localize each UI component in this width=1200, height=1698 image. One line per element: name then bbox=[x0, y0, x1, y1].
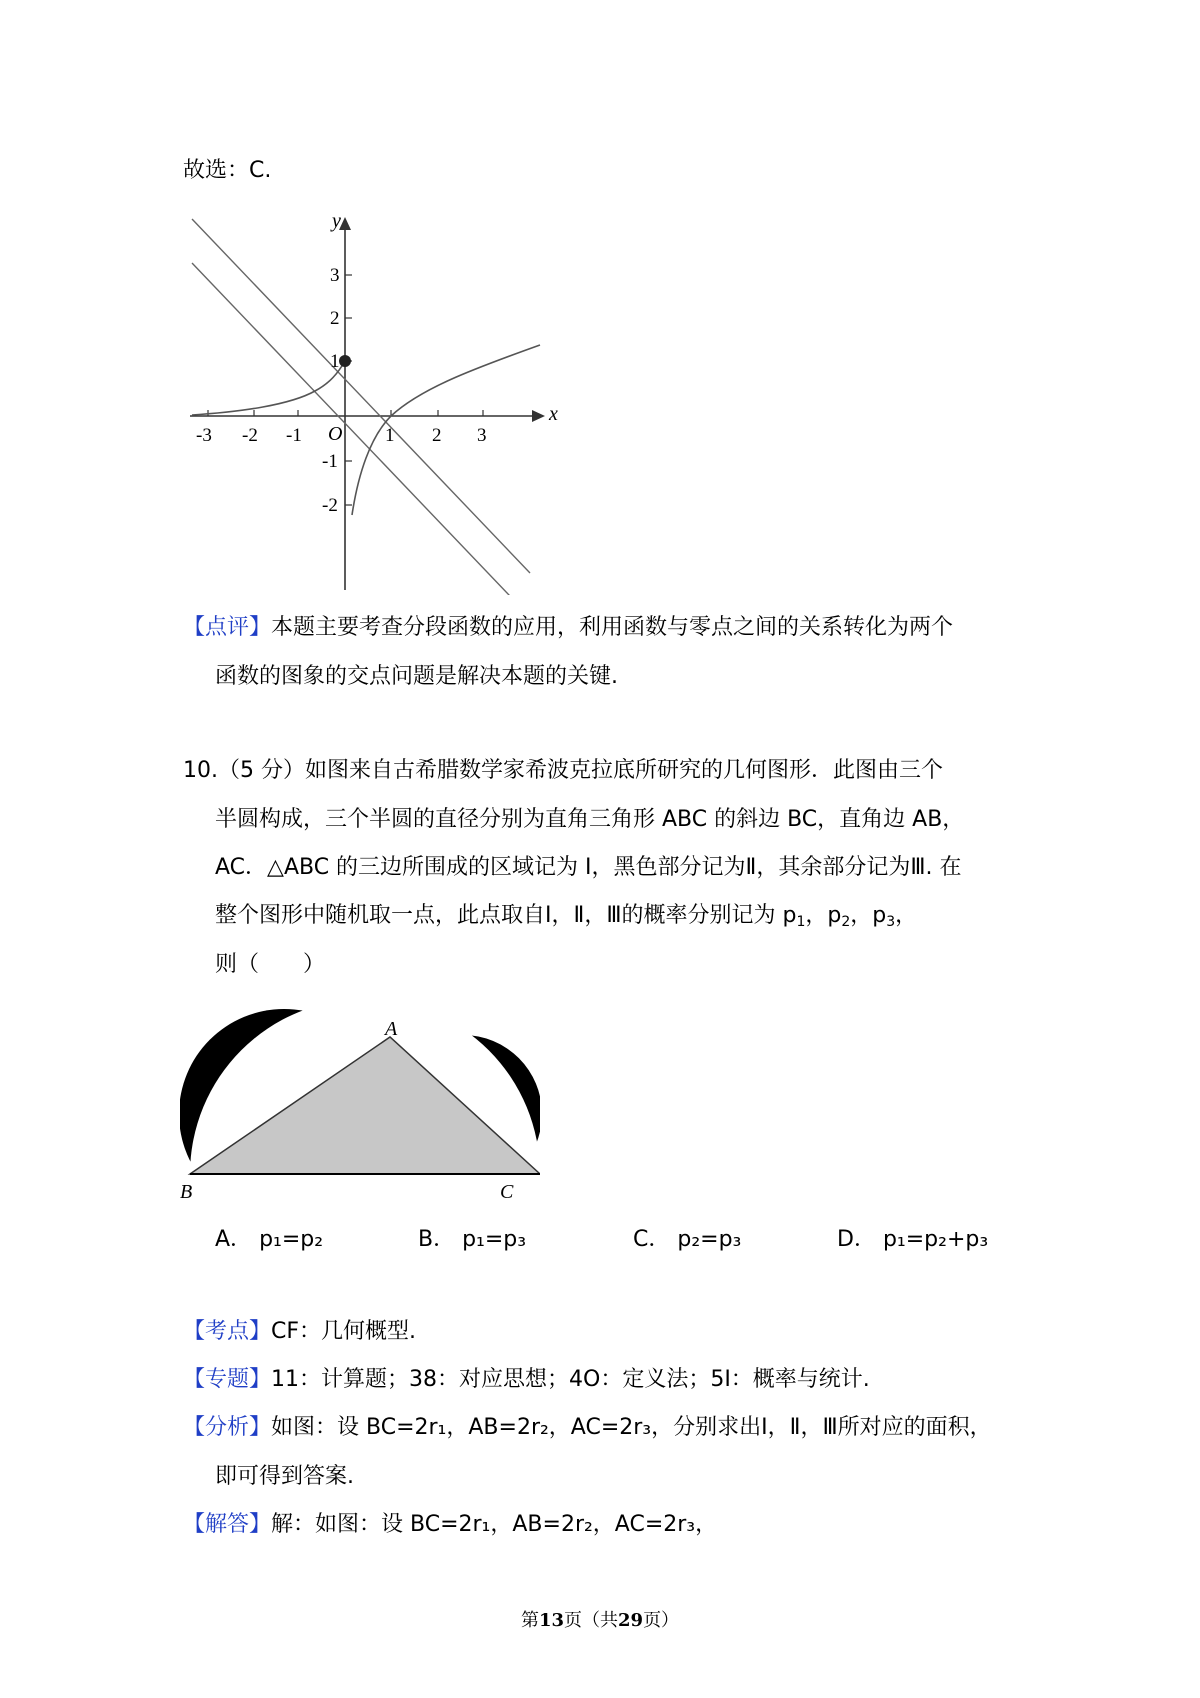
option-d[interactable]: D． p₁=p₂+p₃ bbox=[837, 1227, 989, 1252]
x-tick-label: -2 bbox=[242, 425, 258, 446]
comment-line-1 bbox=[183, 613, 953, 643]
question-line-3: AC．△ABC 的三边所围成的区域记为 I，黑色部分记为Ⅱ，其余部分记为Ⅲ. 在 bbox=[215, 855, 962, 880]
question-line-5: 则（ ） bbox=[215, 952, 326, 977]
curve-left bbox=[192, 361, 345, 415]
kaodian-text: CF：几何概型. bbox=[271, 1319, 417, 1344]
x-tick-label: -1 bbox=[286, 425, 302, 446]
x-axis-arrow bbox=[532, 410, 545, 422]
jieda-text: 解：如图：设 BC=2r₁，AB=2r₂，AC=2r₃， bbox=[271, 1512, 718, 1537]
y-axis-label: y bbox=[332, 210, 341, 232]
label-b: B bbox=[180, 1181, 193, 1203]
x-tick-label: 3 bbox=[477, 425, 487, 446]
origin-label: O bbox=[328, 423, 343, 445]
option-a[interactable]: A． p₁=p₂ bbox=[215, 1227, 324, 1252]
question-score: （5 分） bbox=[218, 758, 305, 783]
y-tick-label: -1 bbox=[322, 451, 338, 472]
question-line-1 bbox=[183, 756, 943, 786]
page-footer: 第13页（共29页） bbox=[520, 1610, 680, 1631]
lunes-figure bbox=[180, 995, 540, 1211]
question-text-1: 如图来自古希腊数学家希波克拉底所研究的几何图形．此图由三个 bbox=[305, 758, 944, 783]
x-tick-label: 1 bbox=[385, 425, 395, 446]
y-tick-label: 3 bbox=[330, 265, 340, 286]
option-c[interactable]: C． p₂=p₃ bbox=[633, 1227, 742, 1252]
label-a: A bbox=[385, 1018, 398, 1040]
kaodian-tag: 【考点】 bbox=[183, 1319, 272, 1344]
question-line-4: 整个图形中随机取一点，此点取自Ⅰ，Ⅱ，Ⅲ的概率分别记为 $p_1$，$p_2$，$p_3$， bbox=[215, 903, 918, 930]
function-graph bbox=[180, 205, 560, 601]
question-text-4: 整个图形中随机取一点，此点取自Ⅰ，Ⅱ，Ⅲ的概率分别记为 p bbox=[215, 903, 797, 928]
zhuanti-line bbox=[183, 1365, 870, 1395]
fenxi-tag: 【分析】 bbox=[183, 1415, 272, 1440]
line-upper bbox=[192, 219, 530, 573]
total-pages: 29 bbox=[618, 1610, 644, 1631]
option-b[interactable]: B． p₁=p₃ bbox=[418, 1227, 527, 1252]
fenxi-line-1 bbox=[183, 1413, 992, 1443]
y-tick-label: -2 bbox=[322, 495, 338, 516]
comment-tag: 【点评】 bbox=[183, 615, 272, 640]
jieda-line bbox=[183, 1510, 717, 1540]
fenxi-text-1: 如图：设 BC=2r₁，AB=2r₂，AC=2r₃，分别求出Ⅰ，Ⅱ，Ⅲ所对应的面积， bbox=[271, 1415, 992, 1440]
x-tick-label: 2 bbox=[432, 425, 442, 446]
label-c: C bbox=[500, 1181, 514, 1203]
y-tick-label: 2 bbox=[330, 308, 340, 329]
question-line-2: 半圆构成，三个半圆的直径分别为直角三角形 ABC 的斜边 BC，直角边 AB， bbox=[215, 807, 965, 832]
zhuanti-tag: 【专题】 bbox=[183, 1367, 272, 1392]
point-0-1 bbox=[339, 355, 351, 367]
fenxi-line-2: 即可得到答案. bbox=[215, 1464, 354, 1489]
question-number: 10. bbox=[183, 758, 218, 783]
comment-line-2: 函数的图象的交点问题是解决本题的关键. bbox=[215, 664, 618, 689]
comment-text-1: 本题主要考查分段函数的应用，利用函数与零点之间的关系转化为两个 bbox=[271, 615, 954, 640]
page-number: 13 bbox=[538, 1610, 564, 1631]
answer-line: 故选：C. bbox=[183, 158, 272, 183]
y-tick-label: 1 bbox=[330, 351, 340, 372]
kaodian-line bbox=[183, 1317, 416, 1347]
curve-right bbox=[352, 345, 540, 515]
x-tick-label: -3 bbox=[196, 425, 212, 446]
x-axis-label: x bbox=[549, 403, 558, 425]
zhuanti-text: 11：计算题；38：对应思想；4O：定义法；5I：概率与统计. bbox=[271, 1367, 870, 1392]
jieda-tag: 【解答】 bbox=[183, 1512, 272, 1537]
